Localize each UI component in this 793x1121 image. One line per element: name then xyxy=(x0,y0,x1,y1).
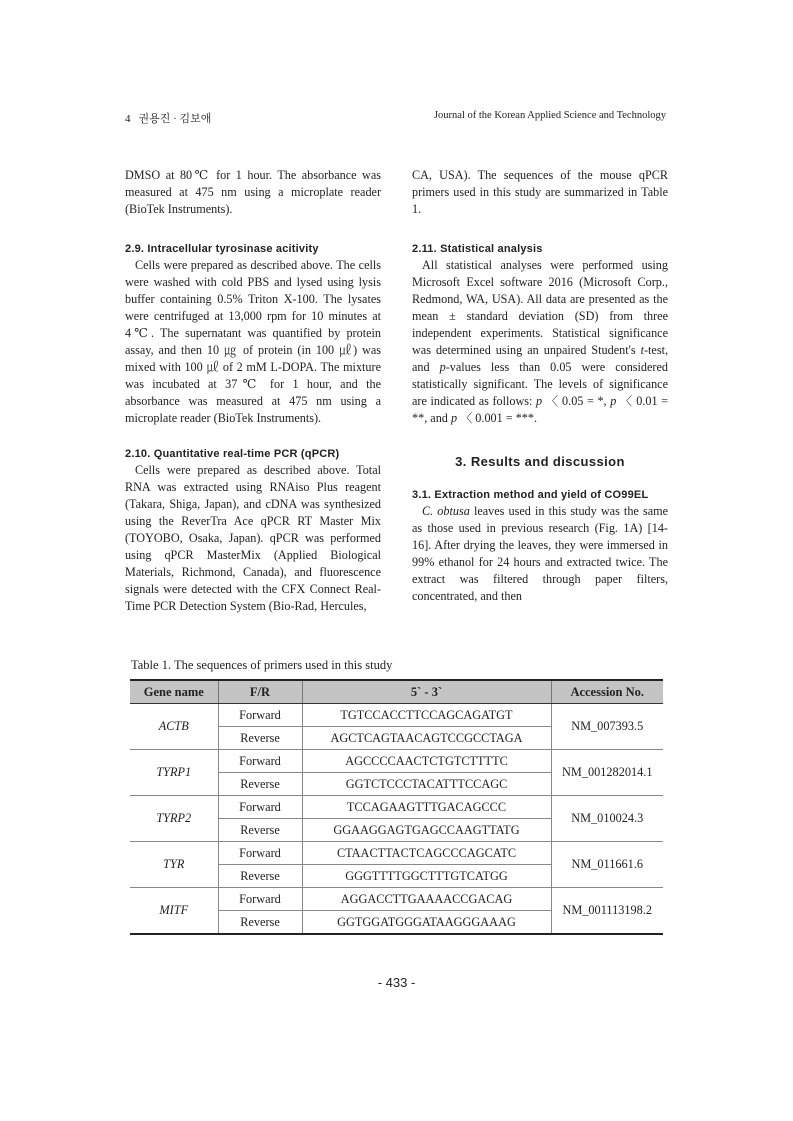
direction-cell: Forward xyxy=(218,842,302,865)
direction-cell: Reverse xyxy=(218,865,302,888)
accession-cell: NM_007393.5 xyxy=(551,704,663,750)
primer-table xyxy=(130,679,663,935)
sequence-cell: AGGACCTTGAAAACCGACAG xyxy=(302,888,551,911)
accession-cell: NM_001282014.1 xyxy=(551,750,663,796)
gene-name-cell: TYRP2 xyxy=(130,796,218,842)
accession-cell: NM_010024.3 xyxy=(551,796,663,842)
gene-name-cell: TYRP1 xyxy=(130,750,218,796)
table-row xyxy=(130,796,663,819)
direction-cell: Reverse xyxy=(218,773,302,796)
gene-name-cell: ACTB xyxy=(130,704,218,750)
direction-cell: Reverse xyxy=(218,911,302,935)
sequence-cell: TCCAGAAGTTTGACAGCCC xyxy=(302,796,551,819)
section-3-1-title: 3.1. Extraction method and yield of CO99EL xyxy=(412,489,649,501)
paragraph-continued-right: CA, USA). The sequences of the mouse qPCR primers used in this study are summarized in Table 1. xyxy=(412,168,668,216)
species-name: C. obtusa xyxy=(422,504,470,518)
sequence-cell: GGTCTCCCTACATTTCCAGC xyxy=(302,773,551,796)
section-2-10-title: 2.10. Quantitative real-time PCR (qPCR) xyxy=(125,448,340,460)
direction-cell: Forward xyxy=(218,888,302,911)
page-footer-number: - 433 - xyxy=(377,975,416,990)
section-3-title: 3. Results and discussion xyxy=(455,454,625,469)
header-sequence: 5` - 3` xyxy=(302,680,551,704)
header-journal-title: Journal of the Korean Applied Science and Technology xyxy=(433,110,666,121)
direction-cell: Forward xyxy=(218,750,302,773)
sequence-cell: AGCCCCAACTCTGTCTTTTC xyxy=(302,750,551,773)
section-2-9-title: 2.9. Intracellular tyrosinase acitivity xyxy=(125,243,319,255)
direction-cell: Forward xyxy=(218,796,302,819)
section-2-10-text: Cells were prepared as described above. Total RNA was extracted using RNAiso Plus reagent (Takara, Shiga, Japan), and cDNA was synthesized using the ReverTra Ace qPCR RT Master Mix (TOYOBO, Osaka, Japan). qPCR was performed using qPCR MasterMix (Applied Biological Materials, Richmond, Canada), and fluorescence signals were detected with the CFX Connect Real-Time PCR Detection System (Bio-Rad, Hercules, xyxy=(125,463,381,613)
section-3-1-text: C. obtusa leaves used in this study was the same as those used in previous research (Fig. 1A) [14-16]. After drying the leaves, they were immersed in 99% ethanol for 24 hours and extracted twice. The extract was filtered through paper filters, concentrated, and then xyxy=(412,504,668,603)
sequence-cell: CTAACTTACTCAGCCCAGCATC xyxy=(302,842,551,865)
section-2-11-text: All statistical analyses were performed using Microsoft Excel software 2016 (Microsoft Corp., Redmond, WA, USA). All data are presented as the mean ± standard deviation (SD) from three independent experiments. Statistical significance was determined using an unpaired Student's t-test, and p-values less than 0.05 were considered statistically significant. The levels of significance are indicated as follows: p 〈 0.05 = *, p 〈 0.01 = **, and p 〈 0.001 = ***. xyxy=(412,258,669,425)
table-row xyxy=(130,704,663,727)
header-authors: 권용진 · 김보애 xyxy=(138,113,212,125)
table-header-row xyxy=(130,680,663,704)
direction-cell: Reverse xyxy=(218,819,302,842)
page-header xyxy=(125,110,666,128)
sequence-cell: GGGTTTTGGCTTTGTCATGG xyxy=(302,865,551,888)
sequence-cell: AGCTCAGTAACAGTCCGCCTAGA xyxy=(302,727,551,750)
section-2-9-text: Cells were prepared as described above. The cells were washed with cold PBS and lysed using lysis buffer containing 0.5% Triton X-100. The lysates were centrifuged at 13,000 rpm for 10 minutes at 4℃. The supernatant was quantified by protein assay, and then 10 ㎍ of protein (in 100 ㎕) was mixed with 100 ㎕ of 2 mM L-DOPA. The mixture was incubated at 37℃ for 1 hour, and the absorbance was measured at 475 nm using a microplate reader (BioTek Instruments). xyxy=(125,258,381,425)
header-page-number: 4 xyxy=(125,113,131,125)
table-row xyxy=(130,888,663,911)
header-fr: F/R xyxy=(218,680,302,704)
gene-name-cell: MITF xyxy=(130,888,218,935)
section-2-11-title: 2.11. Statistical analysis xyxy=(412,243,543,255)
accession-cell: NM_011661.6 xyxy=(551,842,663,888)
right-column xyxy=(412,167,668,605)
direction-cell: Reverse xyxy=(218,727,302,750)
gene-name-cell: TYR xyxy=(130,842,218,888)
table-row xyxy=(130,842,663,865)
header-accession: Accession No. xyxy=(551,680,663,704)
direction-cell: Forward xyxy=(218,704,302,727)
sequence-cell: TGTCCACCTTCCAGCAGATGT xyxy=(302,704,551,727)
sequence-cell: GGAAGGAGTGAGCCAAGTTATG xyxy=(302,819,551,842)
table-row xyxy=(130,750,663,773)
header-gene-name: Gene name xyxy=(130,680,218,704)
sequence-cell: GGTGGATGGGATAAGGGAAAG xyxy=(302,911,551,935)
left-column xyxy=(125,167,381,615)
header-left xyxy=(125,110,211,126)
paragraph-continued: DMSO at 80℃ for 1 hour. The absorbance was measured at 475 nm using a microplate reader (BioTek Instruments). xyxy=(125,168,381,216)
table-caption: Table 1. The sequences of primers used in this study xyxy=(131,658,393,672)
accession-cell: NM_001113198.2 xyxy=(551,888,663,935)
